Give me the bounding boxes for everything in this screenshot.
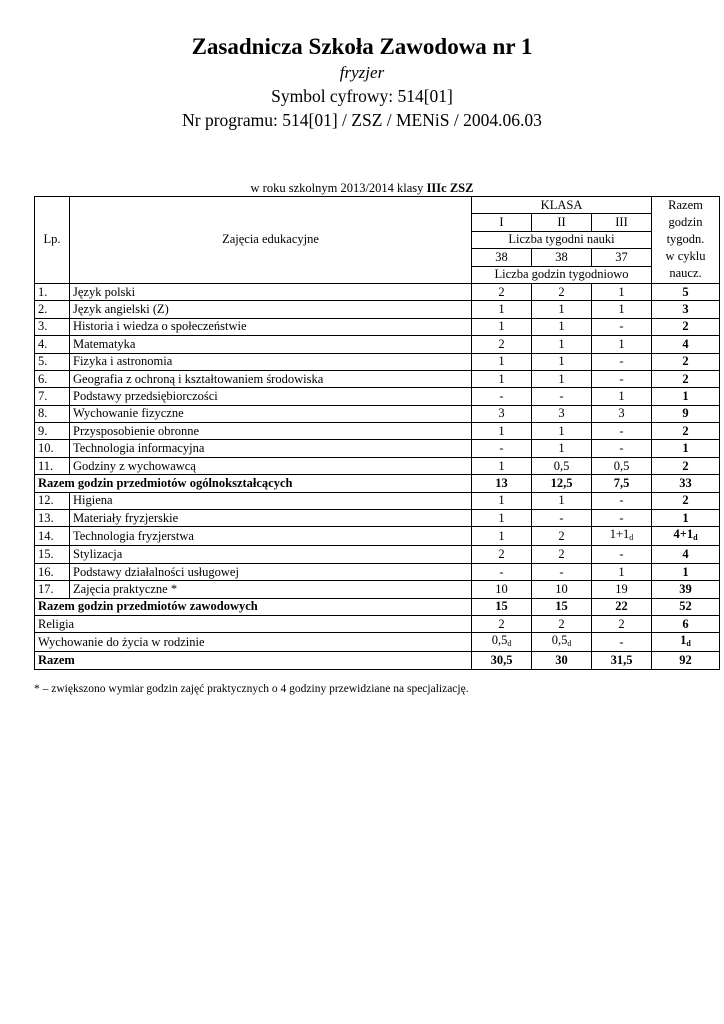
cell-total: 33 [652,475,720,492]
family-row [35,633,720,652]
cell-iii: 22 [592,598,652,615]
cell-i: 2 [472,283,532,300]
subject-row [35,283,720,300]
cell-ii: 1 [532,336,592,353]
subject-name: Historia i wiedza o społeczeństwie [70,318,472,335]
grand-total-row [35,652,720,669]
sum-general-row [35,475,720,492]
cell-iii-value: 1+1 [609,527,630,542]
cell-ii: 1 [532,318,592,335]
sum-label: Razem godzin przedmiotów zawodowych [35,598,472,615]
cell-iii: 1 [592,283,652,300]
cell-ii [532,633,592,652]
klasa-header: KLASA [472,197,652,214]
cell-total [652,633,720,652]
row-number: 10. [35,440,70,457]
cell-iii: 31,5 [592,652,652,669]
cell-ii: 12,5 [532,475,592,492]
cell-i: - [472,563,532,580]
cell-ii: 3 [532,405,592,422]
cell-iii: - [592,510,652,527]
cell-iii: 0,5 [592,457,652,474]
row-label: Wychowanie do życia w rodzinie [35,633,472,652]
cell-i: 2 [472,546,532,563]
cell-i: 1 [472,301,532,318]
subject-row [35,388,720,405]
cell-total: 9 [652,405,720,422]
cell-i: 1 [472,492,532,509]
class-iii-header: III [592,214,652,231]
cell-i: 1 [472,370,532,387]
school-title: Zasadnicza Szkoła Zawodowa nr 1 [191,34,533,59]
row-number: 5. [35,353,70,370]
row-number: 17. [35,581,70,598]
subject-name: Fizyka i astronomia [70,353,472,370]
cell-total: 1 [652,510,720,527]
cell-i: 1 [472,353,532,370]
cell-ii: - [532,510,592,527]
cell-i: 30,5 [472,652,532,669]
cell-total: 2 [652,353,720,370]
subject-row [35,405,720,422]
cell-i [472,633,532,652]
row-number: 8. [35,405,70,422]
subject-name: Technologia informacyjna [70,440,472,457]
cell-total: 92 [652,652,720,669]
subject-name: Stylizacja [70,546,472,563]
cell-iii: 1 [592,563,652,580]
subject-name: Technologia fryzjerstwa [70,527,472,546]
curriculum-table [34,196,720,670]
cell-iii: - [592,370,652,387]
cell-total: 52 [652,598,720,615]
row-number: 9. [35,423,70,440]
subject-name: Podstawy przedsiębiorczości [70,388,472,405]
row-number: 2. [35,301,70,318]
header-row-1 [35,197,720,214]
cell-total: 1 [652,388,720,405]
cell-ii: 15 [532,598,592,615]
total-header [652,197,720,284]
weeks-ii: 38 [532,249,592,266]
subject-row [35,527,720,546]
cell-ii: 30 [532,652,592,669]
cell-ii: 2 [532,527,592,546]
subject-name: Zajęcia praktyczne * [70,581,472,598]
religion-row [35,615,720,632]
cell-iii: - [592,318,652,335]
row-number: 3. [35,318,70,335]
subject-row [35,318,720,335]
grand-total-label: Razem [35,652,472,669]
cell-i: 3 [472,405,532,422]
row-number: 6. [35,370,70,387]
sum-label: Razem godzin przedmiotów ogólnokształcących [35,475,472,492]
cell-ii: 10 [532,581,592,598]
class-ii-header: II [532,214,592,231]
document-header [0,32,724,132]
row-number: 14. [35,527,70,546]
cell-ii-value: 0,5 [551,633,568,648]
cell-i: - [472,388,532,405]
row-number: 16. [35,563,70,580]
subject-row [35,353,720,370]
cell-iii: 7,5 [592,475,652,492]
subject-row [35,457,720,474]
cell-total: 2 [652,318,720,335]
cell-total: 1 [652,563,720,580]
row-number: 4. [35,336,70,353]
cell-ii: 2 [532,615,592,632]
subscript: d [507,639,512,649]
cell-total: 5 [652,283,720,300]
cell-total: 2 [652,492,720,509]
cell-total: 4 [652,336,720,353]
cell-total: 6 [652,615,720,632]
weeks-i: 38 [472,249,532,266]
subject-row [35,546,720,563]
total-header-line: tygodn. [666,232,705,247]
lp-header: Lp. [35,197,70,284]
caption-text: w roku szkolnym 2013/2014 klasy [250,181,424,195]
cell-i: 1 [472,423,532,440]
row-number: 13. [35,510,70,527]
cell-iii: 3 [592,405,652,422]
cell-total: 2 [652,370,720,387]
sum-vocational-row [35,598,720,615]
cell-iii: - [592,423,652,440]
row-number: 11. [35,457,70,474]
cell-total-value: 4+1 [673,527,694,542]
cell-iii: 2 [592,615,652,632]
subject-name: Godziny z wychowawcą [70,457,472,474]
cell-total [652,527,720,546]
subject-name: Materiały fryzjerskie [70,510,472,527]
cell-i: 2 [472,336,532,353]
subject-row [35,581,720,598]
subject-name: Podstawy działalności usługowej [70,563,472,580]
symbol-line: Symbol cyfrowy: 514[01] [271,86,453,106]
row-number: 15. [35,546,70,563]
cell-i: 1 [472,318,532,335]
total-header-line: Razem [668,198,703,213]
subject-name: Higiena [70,492,472,509]
cell-iii: - [592,440,652,457]
cell-i: 1 [472,457,532,474]
subscript: d [629,533,634,543]
cell-total: 2 [652,423,720,440]
cell-i-value: 0,5 [491,633,508,648]
cell-ii: 1 [532,370,592,387]
cell-i: - [472,440,532,457]
table-caption [0,181,724,196]
footnote: * – zwiększono wymiar godzin zajęć praktycznych o 4 godziny przewidziane na specjalizację. [34,683,469,695]
cell-iii: 1 [592,301,652,318]
cell-ii: - [532,563,592,580]
cell-total: 4 [652,546,720,563]
cell-ii: 1 [532,440,592,457]
subject-name: Geografia z ochroną i kształtowaniem środowiska [70,370,472,387]
subject-row [35,370,720,387]
cell-iii: - [592,492,652,509]
weeks-iii: 37 [592,249,652,266]
cell-ii: 2 [532,546,592,563]
profession-subtitle: fryzjer [339,63,385,82]
cell-ii: 1 [532,492,592,509]
subject-row [35,510,720,527]
cell-iii: - [592,546,652,563]
row-number: 12. [35,492,70,509]
total-header-line: godzin [668,215,703,230]
subject-name: Przysposobienie obronne [70,423,472,440]
cell-iii: 19 [592,581,652,598]
cell-iii [592,527,652,546]
subject-name: Język polski [70,283,472,300]
cell-iii: 1 [592,336,652,353]
cell-i: 1 [472,510,532,527]
cell-ii: 0,5 [532,457,592,474]
total-header-line: w cyklu [665,249,706,264]
cell-i: 15 [472,598,532,615]
subject-row [35,301,720,318]
subscript: d [693,533,698,543]
cell-i: 10 [472,581,532,598]
cell-i: 1 [472,527,532,546]
weeks-label: Liczba tygodni nauki [472,231,652,248]
cell-ii: 1 [532,353,592,370]
cell-iii: - [592,633,652,652]
cell-i: 13 [472,475,532,492]
cell-i: 2 [472,615,532,632]
subject-row [35,423,720,440]
class-i-header: I [472,214,532,231]
cell-total: 2 [652,457,720,474]
subject-header: Zajęcia edukacyjne [70,197,472,284]
cell-ii: 1 [532,423,592,440]
cell-total-value: 1 [680,633,687,648]
cell-ii: - [532,388,592,405]
subscript: d [686,639,691,649]
program-line: Nr programu: 514[01] / ZSZ / MENiS / 2004.06.03 [182,110,542,130]
subject-name: Język angielski (Z) [70,301,472,318]
subscript: d [567,639,572,649]
total-header-line: naucz. [669,266,702,281]
subject-name: Wychowanie fizyczne [70,405,472,422]
row-number: 7. [35,388,70,405]
class-name: IIIc ZSZ [426,181,474,195]
subject-row [35,336,720,353]
cell-ii: 1 [532,301,592,318]
subject-row [35,563,720,580]
cell-total: 39 [652,581,720,598]
subject-row [35,492,720,509]
cell-ii: 2 [532,283,592,300]
subject-name: Matematyka [70,336,472,353]
row-label: Religia [35,615,472,632]
cell-iii: 1 [592,388,652,405]
cell-iii: - [592,353,652,370]
hours-label: Liczba godzin tygodniowo [472,266,652,283]
cell-total: 3 [652,301,720,318]
subject-row [35,440,720,457]
cell-total: 1 [652,440,720,457]
row-number: 1. [35,283,70,300]
